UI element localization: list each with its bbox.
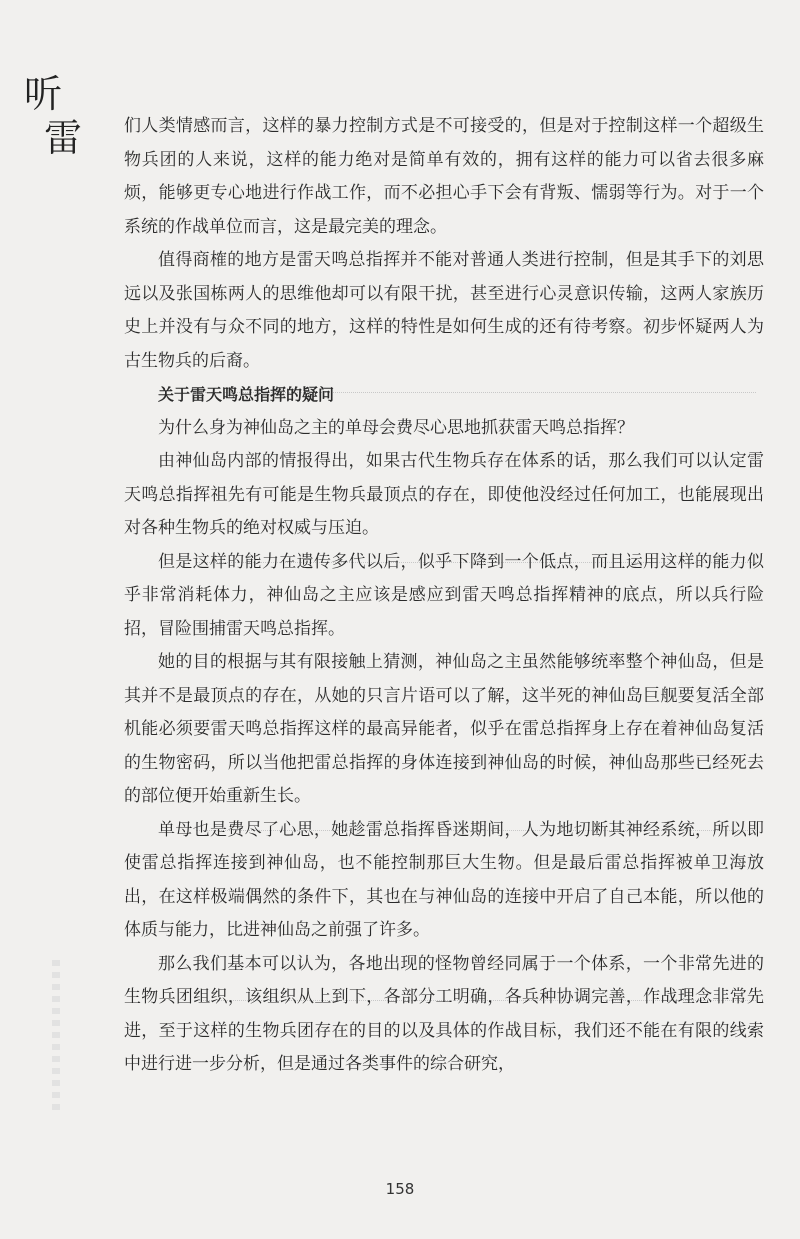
running-title-char-1: 听 xyxy=(24,72,63,116)
section-heading: 关于雷天鸣总指挥的疑问 xyxy=(158,385,335,404)
page-number: 158 xyxy=(385,1180,415,1198)
edge-bleed-mark xyxy=(52,960,60,1110)
running-title-char-2: 雷 xyxy=(44,116,83,160)
paragraph-4: 由神仙岛内部的情报得出，如果古代生物兵存在体系的话，那么我们可以认定雷天鸣总指挥祖先有可能是生物兵最顶点的存在，即使他没经过任何加工，也能展现出对各种生物兵的绝对权威与压迫。 xyxy=(124,451,764,538)
paragraph-6: 她的目的根据与其有限接触上猜测，神仙岛之主虽然能够统率整个神仙岛，但是其并不是最顶点的存在，从她的只言片语可以了解，这半死的神仙岛巨舰要复活全部机能必须要雷天鸣总指挥这样的最高异能者，似乎在雷总指挥身上存在着神仙岛复活的生物密码，所以当他把雷总指挥的身体连接到神仙岛的时候，神仙岛那些已经死去的部位便开始重新生长。 xyxy=(124,652,764,806)
paragraph-3: 为什么身为神仙岛之主的单母会费尽心思地抓获雷天鸣总指挥？ xyxy=(158,417,634,438)
paragraph-2: 值得商榷的地方是雷天鸣总指挥并不能对普通人类进行控制，但是其手下的刘思远以及张国栋两人的思维他却可以有限干扰，甚至进行心灵意识传输，这两人家族历史上并没有与众不同的地方，这样的特性是如何生成的还有待考察。初步怀疑两人为古生物兵的后裔。 xyxy=(124,250,764,371)
paragraph-5: 但是这样的能力在遗传多代以后，似乎下降到一个低点，而且运用这样的能力似乎非常消耗体力，神仙岛之主应该是感应到雷天鸣总指挥精神的底点，所以兵行险招，冒险围捕雷天鸣总指挥。 xyxy=(124,551,764,639)
paragraph-8: 那么我们基本可以认为，各地出现的怪物曾经同属于一个体系，一个非常先进的生物兵团组织，该组织从上到下，各部分工明确，各兵种协调完善，作战理念非常先进，至于这样的生物兵团存在的目的以及具体的作战目标，我们还不能在有限的线索中进行进一步分析，但是通过各类事件的综合研究， xyxy=(124,953,764,1074)
paragraph-1: 们人类情感而言，这样的暴力控制方式是不可接受的，但是对于控制这样一个超级生物兵团的人来说，这样的能力绝对是简单有效的，拥有这样的能力可以省去很多麻烦，能够更专心地进行作战工作，而不必担心手下会有背叛、懦弱等行为。对于一个系统的作战单位而言，这是最完美的理念。 xyxy=(124,116,764,237)
body-text xyxy=(124,110,764,1082)
running-title xyxy=(24,72,83,160)
paragraph-7: 单母也是费尽了心思，她趁雷总指挥昏迷期间，人为地切断其神经系统，所以即使雷总指挥连接到神仙岛，也不能控制那巨大生物。但是最后雷总指挥被单卫海放出，在这样极端偶然的条件下，其也在与神仙岛的连接中开启了自己本能，所以他的体质与能力，比进神仙岛之前强了许多。 xyxy=(124,819,764,940)
